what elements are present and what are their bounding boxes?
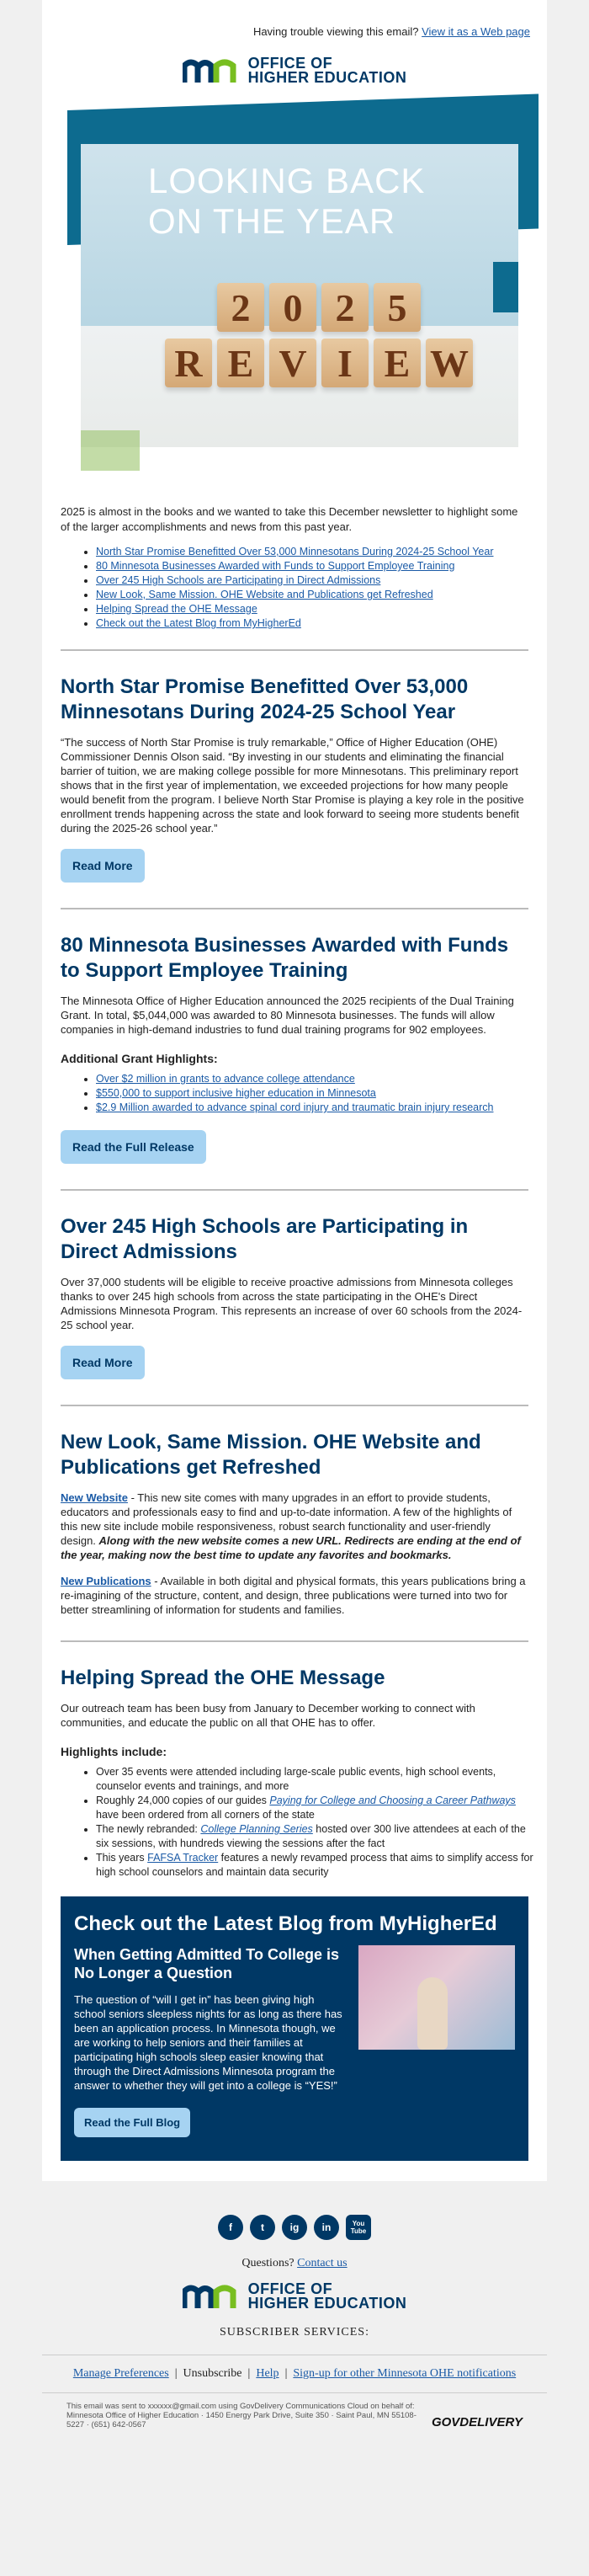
toc-link[interactable]: Check out the Latest Blog from MyHigherEd (96, 617, 301, 629)
trouble-text: Having trouble viewing this email? (252, 25, 419, 38)
cube: 5 (374, 283, 421, 332)
list-item: • The newly rebranded: College Planning Series hosted over 300 live attendees at each of the six sessions, with hundreds viewing the sessions after the fact (96, 1822, 533, 1851)
manage-preferences-link[interactable]: Manage Preferences (72, 2367, 169, 2380)
url-notice: Along with the new website comes a new URL. Redirects are ending at the end of the year, making now the best time to update any favorites and bookmarks. (61, 1534, 521, 1561)
divider (61, 1189, 528, 1191)
list-item (96, 559, 533, 573)
fafsa-tracker-link[interactable]: FAFSA Tracker (147, 1852, 219, 1864)
section-body: “The success of North Star Promise is truly remarkable,” Office of Higher Education (OHE) Commissioner Dennis Olson said. “By investing in our students and eliminating the financial barrier of tuition, we are making college possible for more Minnesotans. This preliminary report shows that in the first year of implementation, we exceeded projections for how many people would benefit from the program. I believe North Star Promise is playing a key role in the positive enrollment trends happening across the state and look forward to seeing more students benefit during the 2025-26 school year.” (61, 736, 524, 835)
twitter-icon[interactable]: t (250, 2215, 275, 2240)
help-link[interactable]: Help (256, 2367, 279, 2380)
list-item (96, 573, 533, 588)
publications-text: - Available in both digital and physical formats, this years publications bring a re-imagining of the structure, content, and design, three publications were turned into two for better streamlining of information for students and families. (61, 1575, 526, 1616)
grant-highlights-heading: Additional Grant Highlights: (61, 1052, 218, 1065)
publications-paragraph (56, 1574, 533, 1629)
read-more-button[interactable]: Read More (61, 849, 145, 883)
logo-line2: HIGHER EDUCATION (247, 69, 407, 86)
list-item (96, 545, 533, 559)
footer-logo (0, 2282, 589, 2311)
section-title-north-star: North Star Promise Benefitted Over 53,000 Minnesotans During 2024-25 School Year (61, 675, 469, 723)
outreach-highlights-list (56, 1765, 533, 1880)
facebook-icon[interactable]: f (218, 2215, 243, 2240)
section-body: Over 37,000 students will be eligible to receive proactive admissions from Minnesota colleges thanks to over 245 high schools from across the state participating in the OHE's Direct Admissions Minnesota Program. This represents an increase of over 60 schools from the 2024-25 school year. (61, 1276, 523, 1331)
hero-cubes (165, 283, 473, 394)
cube: E (374, 339, 421, 387)
list-item (96, 1072, 533, 1086)
signup-link[interactable]: Sign-up for other Minnesota OHE notifications (293, 2367, 517, 2380)
section-title-outreach: Helping Spread the OHE Message (61, 1667, 385, 1689)
blog-photo (358, 1945, 515, 2050)
toc-link[interactable]: Helping Spread the OHE Message (96, 603, 257, 615)
blog-headline: When Getting Admitted To College is No Longer a Question (74, 1946, 339, 1981)
cube: 2 (321, 283, 369, 332)
hero-green-block (81, 430, 140, 471)
blog-section-title: Check out the Latest Blog from MyHigherEd (74, 1912, 497, 1935)
cube: E (217, 339, 264, 387)
toc-link[interactable]: Over 245 High Schools are Participating in Direct Admissions (96, 574, 381, 586)
list-item: • Roughly 24,000 copies of our guides Paying for College and Choosing a Career Pathways have been ordered from all corners of the state (96, 1794, 533, 1822)
blog-excerpt: The question of “will I get in” has been giving high school seniors sleepless nights for as long as there has been an application process. In Minnesota though, we are working to help seniors and their families at participating high schools sleep easier knowing that through the Direct Admissions Minnesota program the answer to whether they will get into a college is “YES!” (74, 1993, 342, 2092)
grant-highlights-list (56, 1072, 533, 1115)
grant-link[interactable]: Over $2 million in grants to advance college attendance (96, 1073, 355, 1085)
list-item: • This years FAFSA Tracker features a newly revamped process that aims to simplify access for high school counselors and maintain data security (96, 1851, 533, 1880)
read-full-blog-button[interactable]: Read the Full Blog (74, 2108, 190, 2137)
cube: I (321, 339, 369, 387)
questions-label: Questions? (241, 2257, 294, 2269)
subscriber-services-label: SUBSCRIBER SERVICES: (220, 2326, 369, 2339)
footer (0, 2181, 589, 2448)
section-body: Our outreach team has been busy from January to December working to connect with communities, and educate the public on all that OHE has to offer. (61, 1702, 475, 1729)
hero-title: LOOKING BACK ON THE YEAR (148, 161, 426, 241)
highlights-heading: Highlights include: (61, 1745, 167, 1758)
sender-info: This email was sent to xxxxxx@gmail.com using GovDelivery Communications Cloud on behalf of: Minnesota Office of Higher Education · 1450 Energy Park Drive, Suite 350 · Saint Paul, MN 55108-5227 · (651) 642-0567 (66, 2402, 417, 2429)
linkedin-icon[interactable]: in (314, 2215, 339, 2240)
table-of-contents (56, 545, 533, 631)
blog-section (61, 1896, 528, 2161)
section-title-new-look: New Look, Same Mission. OHE Website and Publications get Refreshed (61, 1431, 481, 1479)
list-item: • Over 35 events were attended including large-scale public events, high school events, counselor events and trainings, and more (96, 1765, 533, 1794)
website-paragraph (56, 1491, 533, 1574)
social-links (0, 2215, 589, 2240)
divider (61, 649, 528, 651)
section-title-direct-admissions: Over 245 High Schools are Participating in Direct Admissions (61, 1215, 469, 1263)
email-body (42, 0, 547, 2448)
cube: V (269, 339, 316, 387)
list-item (96, 1101, 533, 1115)
new-publications-link[interactable]: New Publications (61, 1575, 151, 1587)
section-body: The Minnesota Office of Higher Education announced the 2025 recipients of the Dual Training Grant. In total, $5,044,000 was awarded to 80 Minnesota businesses. The funds will allow companies in high-demand industries to fund dual training programs for 902 employees. (61, 995, 514, 1036)
website-text: - This new site comes with many upgrades in an effort to provide students, educators and professionals easy to find and up-to-date information. A few of the highlights of this new site include mobile responsiveness, robust search functionality and user-friendly design. (61, 1491, 512, 1547)
contact-us-link[interactable]: Contact us (297, 2257, 348, 2269)
guides-link[interactable]: Paying for College and Choosing a Career Pathways (269, 1795, 516, 1806)
cube: W (426, 339, 473, 387)
toc-link[interactable]: 80 Minnesota Businesses Awarded with Funds to Support Employee Training (96, 560, 455, 572)
view-online-bar (56, 0, 533, 50)
toc-link[interactable]: North Star Promise Benefitted Over 53,000 Minnesotans During 2024-25 School Year (96, 546, 494, 557)
toc-link[interactable]: New Look, Same Mission. OHE Website and Publications get Refreshed (96, 589, 433, 600)
cube: 0 (269, 283, 316, 332)
logo-line2: HIGHER EDUCATION (247, 2295, 407, 2312)
fine-print (0, 2393, 589, 2440)
cube: 2 (217, 283, 264, 332)
list-item (96, 588, 533, 602)
questions-line (0, 2257, 589, 2270)
mn-logo-icon (183, 57, 241, 84)
intro-text: 2025 is almost in the books and we wanted to take this December newsletter to highlight some of the larger accomplishments and news from this past year. (61, 505, 518, 533)
logo-line1: OFFICE OF (247, 55, 333, 72)
web-page-link[interactable]: View it as a Web page (422, 25, 530, 38)
govdelivery-logo: GOVDELIVERY (431, 2415, 523, 2429)
section-title-businesses: 80 Minnesota Businesses Awarded with Funds to Support Employee Training (61, 934, 509, 982)
hero-banner (56, 110, 533, 481)
divider (61, 1405, 528, 1406)
new-website-link[interactable]: New Website (61, 1491, 128, 1504)
grant-link[interactable]: $550,000 to support inclusive higher education in Minnesota (96, 1087, 376, 1099)
logo-line1: OFFICE OF (247, 2280, 333, 2297)
instagram-icon[interactable]: ig (282, 2215, 307, 2240)
list-item (96, 1086, 533, 1101)
divider (61, 908, 528, 909)
list-item (96, 616, 533, 631)
unsubscribe-link[interactable]: Unsubscribe (183, 2367, 242, 2380)
grant-link[interactable]: $2.9 Million awarded to advance spinal cord injury and traumatic brain injury research (96, 1101, 494, 1113)
read-more-button[interactable]: Read More (61, 1346, 145, 1379)
mn-logo-icon (183, 2283, 241, 2310)
hero-blue-corner (493, 262, 518, 312)
youtube-icon[interactable]: You Tube (346, 2215, 371, 2240)
cube: R (165, 339, 212, 387)
college-planning-series-link[interactable]: College Planning Series (200, 1823, 313, 1835)
student-figure (417, 1977, 448, 2050)
list-item (96, 602, 533, 616)
subscriber-links: Manage Preferences | Unsubscribe | Help | Sign-up for other Minnesota OHE notifications (72, 2367, 517, 2380)
read-full-release-button[interactable]: Read the Full Release (61, 1130, 206, 1164)
divider (61, 1640, 528, 1642)
